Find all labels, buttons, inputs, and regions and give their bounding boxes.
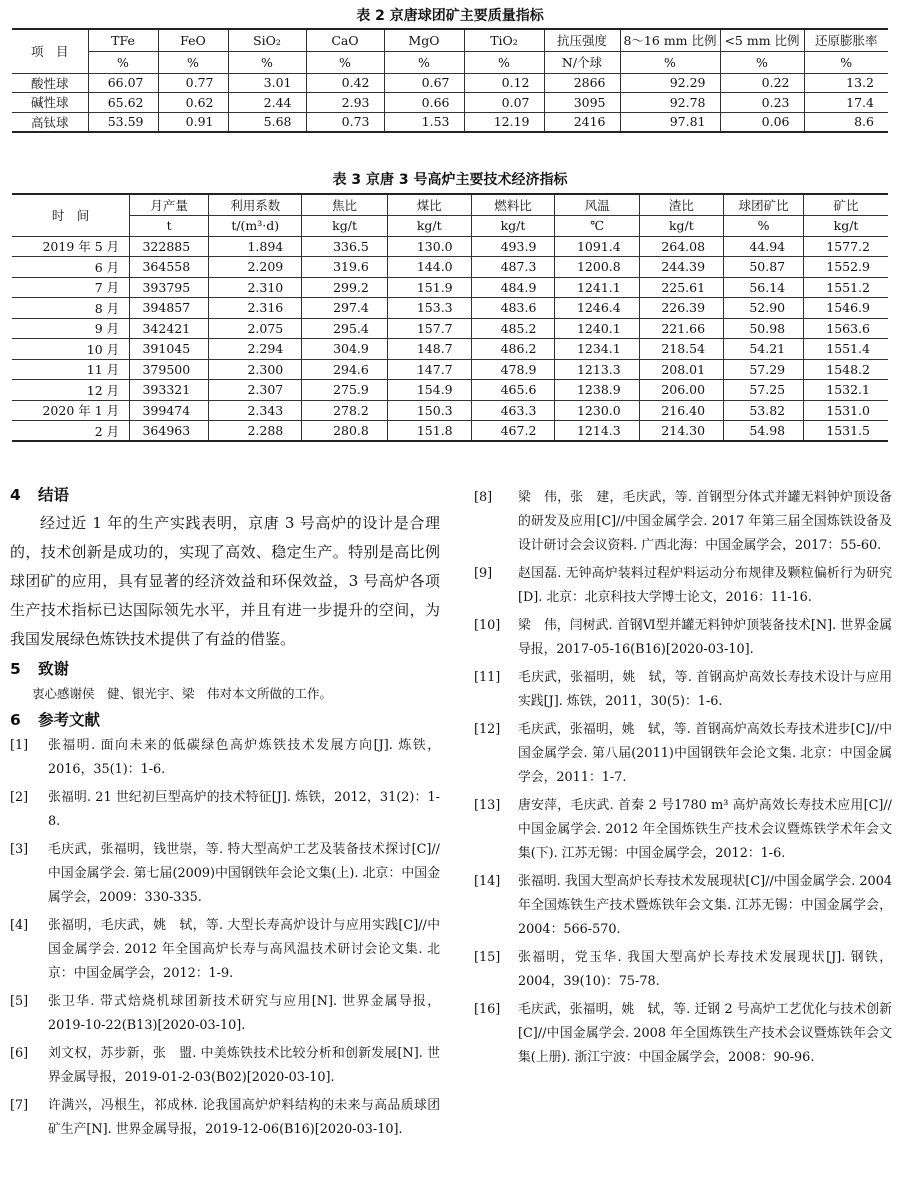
reference-text: 毛庆武，张福明，姚 轼，等. 首钢高炉高效长寿技术进步[C]//中国金属学会. 第八届(2011)中国钢铁年会论文集. 北京：中国金属学会，2011：1-7. [518,722,892,785]
table3-row [12,298,888,319]
table2-row-cell: 66.07 [88,73,158,93]
table3-header-cell: 渣比 [639,194,723,215]
reference-text: 张福明，毛庆武，姚 轼，等. 大型长寿高炉设计与应用实践[C]//中国金属学会. 2012 年全国高炉长寿与高风温技术研讨会论文集. 北京：中国金属学会，2012：1-9. [48,918,440,981]
table3-row-cell: 2.294 [209,339,302,360]
table2-header-row [12,29,888,51]
table3-row-cell: 485.2 [471,318,555,339]
reference-item [10,838,440,910]
table3-unit-cell: ℃ [555,215,639,236]
table3-row-cell: 1563.6 [804,318,888,339]
table2-header-cell: 还原膨胀率 [804,29,888,51]
table3-header-cell: 利用系数 [209,194,302,215]
table2-header-cell: 抗压强度 [544,29,620,51]
table3-row-cell: 53.82 [724,400,804,421]
reference-number: [11] [474,670,501,685]
table2-row-cell: 0.06 [720,112,804,132]
table2-row-cell: 5.68 [228,112,306,132]
table3-row-cell: 1214.3 [555,421,639,442]
table2-row-cell: 0.73 [306,112,384,132]
table3-unit-cell: kg/t [804,215,888,236]
reference-item [10,786,440,834]
reference-list-right [474,486,892,1070]
reference-item [10,734,440,782]
table3-row-cell: 1551.2 [804,277,888,298]
table3-row [12,257,888,278]
table2-row-cell: 13.2 [804,73,888,93]
table2-row-cell: 2.93 [306,93,384,113]
section-4-number: 4 [10,486,21,504]
reference-item [10,1094,440,1142]
reference-item [10,990,440,1038]
reference-text: 张卫华. 带式焙烧机球团新技术研究与应用[N]. 世界金属导报，2019-10-22(B13)[2020-03-10]. [48,994,440,1033]
table2-unit-cell: % [158,51,228,73]
table2-header-cell: SiO₂ [228,29,306,51]
reference-number: [14] [474,874,501,889]
table3-header-cell: 风温 [555,194,639,215]
table3-row-cell: 50.87 [724,257,804,278]
table3-row-cell: 56.14 [724,277,804,298]
table2-row-cell: 1.53 [384,112,464,132]
reference-text: 许满兴，冯根生，祁成林. 论我国高炉炉料结构的未来与高品质球团矿生产[N]. 世界金属导报，2019-12-06(B16)[2020-03-10]. [48,1098,440,1137]
reference-item [474,614,892,662]
table3-row-cell: 394857 [130,298,209,319]
table2-row [12,112,888,132]
table3-row-cell: 57.25 [724,380,804,401]
table2-row-cell: 17.4 [804,93,888,113]
table3-row-cell: 493.9 [471,236,555,257]
table3-row-cell: 2.316 [209,298,302,319]
table3-row-cell: 1531.0 [804,400,888,421]
table2-unit-row [12,51,888,73]
reference-text: 赵国磊. 无钟高炉装料过程炉料运动分布规律及颗粒偏析行为研究[D]. 北京：北京科技大学博士论文，2016：11-16. [518,566,892,605]
table2-row-cell: 3.01 [228,73,306,93]
table3-row-cell: 294.6 [302,359,388,380]
table3-row-cell: 1246.4 [555,298,639,319]
table3-row-cell: 1091.4 [555,236,639,257]
table3-row-cell: 486.2 [471,339,555,360]
table2-row-cell: 0.66 [384,93,464,113]
table3-row-cell: 154.9 [387,380,471,401]
table3-row-cell: 393795 [130,277,209,298]
table3-row-cell: 1551.4 [804,339,888,360]
table3-row [12,318,888,339]
table2-header-cell: 项 目 [12,29,88,73]
table2-row-cell: 0.12 [464,73,544,93]
table3-row-cell: 216.40 [639,400,723,421]
reference-text: 毛庆武，张福明，钱世崇，等. 特大型高炉工艺及装备技术探讨[C]//中国金属学会. 第七届(2009)中国钢铁年会论文集(上). 北京：中国金属学会，2009：330-335. [48,842,440,905]
table3-row-cell: 1546.9 [804,298,888,319]
reference-number: [10] [474,618,501,633]
table3-row-label: 7 月 [12,277,130,298]
table3 [12,193,888,442]
table3-row-cell: 1532.1 [804,380,888,401]
table3-row-cell: 2.310 [209,277,302,298]
table3-row-label: 2 月 [12,421,130,442]
table3-row-cell: 151.9 [387,277,471,298]
table3-header-cell: 燃料比 [471,194,555,215]
table3-row-cell: 50.98 [724,318,804,339]
table3-row [12,400,888,421]
table3-row-cell: 1552.9 [804,257,888,278]
table3-unit-cell: kg/t [302,215,388,236]
table2-caption: 表 2 京唐球团矿主要质量指标 [356,8,544,24]
table2-row-cell: 0.42 [306,73,384,93]
table3-row-cell: 1.894 [209,236,302,257]
table2-row-cell: 2.44 [228,93,306,113]
table3-row-cell: 244.39 [639,257,723,278]
table2-row-cell: 0.23 [720,93,804,113]
reference-number: [7] [10,1098,29,1113]
table2-header-cell: CaO [306,29,384,51]
table3-row-cell: 319.6 [302,257,388,278]
table3-row-cell: 214.30 [639,421,723,442]
section-4-title: 结语 [38,486,70,504]
table3-row-cell: 208.01 [639,359,723,380]
table3-row-label: 9 月 [12,318,130,339]
reference-number: [1] [10,738,29,753]
table3-header-row [12,194,888,215]
table3-row-cell: 44.94 [724,236,804,257]
table3-unit-cell: kg/t [639,215,723,236]
table3-header-cell: 月产量 [130,194,209,215]
table3-row-cell: 484.9 [471,277,555,298]
table2-header-cell: 8～16 mm 比例 [620,29,720,51]
table3-row-cell: 487.3 [471,257,555,278]
table2-row-cell: 0.91 [158,112,228,132]
table2-unit-cell: % [720,51,804,73]
table3-row-cell: 2.300 [209,359,302,380]
table2-unit-cell: % [464,51,544,73]
reference-text: 张福明. 21 世纪初巨型高炉的技术特征[J]. 炼铁，2012，31(2)：1-8. [48,790,440,829]
table3-row-cell: 467.2 [471,421,555,442]
table2-row-label: 高钛球 [12,112,88,132]
table2-unit-cell: % [306,51,384,73]
table3-row-cell: 57.29 [724,359,804,380]
left-column [10,482,440,1146]
table3-row-cell: 2.307 [209,380,302,401]
table2-row-cell: 0.67 [384,73,464,93]
table3-row-cell: 379500 [130,359,209,380]
table3-row-cell: 295.4 [302,318,388,339]
table3-row-cell: 130.0 [387,236,471,257]
table3-row-cell: 299.2 [302,277,388,298]
table3-row-label: 12 月 [12,380,130,401]
table3-row-cell: 54.21 [724,339,804,360]
table2-row-cell: 65.62 [88,93,158,113]
table3-header-cell: 焦比 [302,194,388,215]
table3-row-label: 6 月 [12,257,130,278]
reference-item [474,794,892,866]
table3-header-cell: 时 间 [12,194,130,236]
table3-row-cell: 151.8 [387,421,471,442]
reference-item [474,998,892,1070]
table2-row-label: 酸性球 [12,73,88,93]
reference-text: 梁 伟，闫树武. 首钢Ⅵ型并罐无料钟炉顶装备技术[N]. 世界金属导报，2017-05-16(B16)[2020-03-10]. [518,618,892,657]
table3-row [12,421,888,442]
table2-row-cell: 92.29 [620,73,720,93]
table2-row-cell: 3095 [544,93,620,113]
table3-row-cell: 52.90 [724,298,804,319]
reference-number: [9] [474,566,493,581]
reference-number: [16] [474,1002,501,1017]
reference-text: 毛庆武，张福明，姚 轼，等. 首钢高炉高效长寿技术设计与应用实践[J]. 炼铁，2011，30(5)：1-6. [518,670,892,709]
table3-row-cell: 391045 [130,339,209,360]
table3-row [12,339,888,360]
table3-row [12,236,888,257]
table2-unit-cell: % [384,51,464,73]
table2-unit-cell: N/个球 [544,51,620,73]
table2-unit-cell: % [228,51,306,73]
reference-number: [5] [10,994,29,1009]
table3-row-cell: 221.66 [639,318,723,339]
reference-item [10,1042,440,1090]
table3-row-label: 10 月 [12,339,130,360]
table2-row-cell: 92.78 [620,93,720,113]
table2-header-cell: MgO [384,29,464,51]
reference-number: [13] [474,798,501,813]
table3-row-cell: 483.6 [471,298,555,319]
reference-text: 毛庆武，张福明，姚 轼，等. 迁钢 2 号高炉工艺优化与技术创新[C]//中国金属学会. 2008 年全国炼铁生产技术会议暨炼铁年会文集(上册). 浙江宁波：中国金属学会，2008：90-96. [518,1002,892,1065]
table3-row-cell: 2.075 [209,318,302,339]
table3-row-cell: 54.98 [724,421,804,442]
conclusion-paragraph: 经过近 1 年的生产实践表明，京唐 3 号高炉的设计是合理的，技术创新是成功的，实现了高效、稳定生产。特别是高比例球团矿的应用，具有显著的经济效益和环保效益，3 号高炉各项生产技术指标已达国际领先水平，并且有进一步提升的空间，为我国发展绿色炼铁技术提供了有益的借鉴。 [10,514,440,648]
reference-list-left [10,734,440,1142]
table3-row-cell: 393321 [130,380,209,401]
table3-row-cell: 336.5 [302,236,388,257]
table3-row-cell: 1548.2 [804,359,888,380]
table3-row-cell: 322885 [130,236,209,257]
reference-number: [6] [10,1046,29,1061]
section-6-heading [10,707,440,734]
table2-row [12,93,888,113]
table3-row-cell: 297.4 [302,298,388,319]
table3-unit-cell: t [130,215,209,236]
table3-row-cell: 364558 [130,257,209,278]
table3-row-cell: 2.209 [209,257,302,278]
section-4-heading [10,482,440,509]
table3-row-label: 11 月 [12,359,130,380]
table3-row-cell: 148.7 [387,339,471,360]
table3-row-cell: 1531.5 [804,421,888,442]
table2-unit-cell: % [804,51,888,73]
section-6-title: 参考文献 [38,711,101,729]
table3-unit-cell: kg/t [471,215,555,236]
table3-row-cell: 1234.1 [555,339,639,360]
reference-text: 张福明. 我国大型高炉长寿技术发展现状[C]//中国金属学会. 2004 年全国炼铁生产技术暨炼铁年会文集. 江苏无锡：中国金属学会，2004：566-570. [518,874,892,937]
table2-header-cell: TiO₂ [464,29,544,51]
table3-row-cell: 1577.2 [804,236,888,257]
table2-row [12,73,888,93]
table3-row-label: 2020 年 1 月 [12,400,130,421]
table3-unit-cell: kg/t [387,215,471,236]
table3-row-cell: 1230.0 [555,400,639,421]
reference-text: 唐安萍，毛庆武. 首秦 2 号1780 m³ 高炉高效长寿技术应用[C]//中国金属学会. 2012 年全国炼铁生产技术会议暨炼铁学术年会文集(下). 江苏无锡：中国金属学会，2012：1-6. [518,798,892,861]
table3-row-cell: 264.08 [639,236,723,257]
table3-row-cell: 1240.1 [555,318,639,339]
table3-row-cell: 150.3 [387,400,471,421]
reference-item [474,666,892,714]
table3-row-cell: 144.0 [387,257,471,278]
table3-row-cell: 2.343 [209,400,302,421]
section-5-title: 致谢 [38,660,70,678]
table3-row-cell: 465.6 [471,380,555,401]
table3-row-cell: 226.39 [639,298,723,319]
table3-row-cell: 275.9 [302,380,388,401]
table3-caption: 表 3 京唐 3 号高炉主要技术经济指标 [332,172,568,188]
table3-unit-cell: % [724,215,804,236]
reference-item [474,718,892,790]
table3-row-cell: 463.3 [471,400,555,421]
table3-row-cell: 304.9 [302,339,388,360]
reference-text: 张福明，党玉华. 我国大型高炉长寿技术发展现状[J]. 钢铁，2004，39(10)：75-78. [518,950,892,989]
table2-row-cell: 2416 [544,112,620,132]
table2 [12,28,888,133]
table3-row-cell: 478.9 [471,359,555,380]
table3-row-label: 8 月 [12,298,130,319]
reference-number: [2] [10,790,29,805]
table3-header-cell: 煤比 [387,194,471,215]
reference-text: 刘文权，苏步新，张 盟. 中美炼铁技术比较分析和创新发展[N]. 世界金属导报，2019-01-2-03(B02)[2020-03-10]. [48,1046,440,1085]
table3-row-cell: 206.00 [639,380,723,401]
table2-row-cell: 0.07 [464,93,544,113]
acknowledgement-text: 衷心感谢侯 健、银光宇、梁 伟对本文所做的工作。 [32,686,333,701]
reference-number: [15] [474,950,501,965]
reference-text: 张福明. 面向未来的低碳绿色高炉炼铁技术发展方向[J]. 炼铁，2016，35(1)：1-6. [48,738,440,777]
table3-unit-cell: t/(m³·d) [209,215,302,236]
right-column [474,486,892,1074]
reference-number: [8] [474,490,493,505]
reference-number: [4] [10,918,29,933]
table3-header-cell: 矿比 [804,194,888,215]
reference-number: [12] [474,722,501,737]
table2-row-cell: 0.62 [158,93,228,113]
table3-row-cell: 218.54 [639,339,723,360]
reference-item [474,486,892,558]
section-5-number: 5 [10,660,21,678]
section-6-number: 6 [10,711,21,729]
table3-row-cell: 1213.3 [555,359,639,380]
table3-row-cell: 157.7 [387,318,471,339]
table3-row-cell: 1241.1 [555,277,639,298]
table3-row-cell: 399474 [130,400,209,421]
table2-header-cell: <5 mm 比例 [720,29,804,51]
table2-row-label: 碱性球 [12,93,88,113]
table2-row-cell: 12.19 [464,112,544,132]
table2-row-cell: 8.6 [804,112,888,132]
reference-text: 梁 伟，张 建，毛庆武，等. 首钢型分体式并罐无料钟炉顶设备的研发及应用[C]//中国金属学会. 2017 年第三届全国炼铁设备及设计研讨会会议资料. 广西北海：中国金属学会，2017：55-60. [518,490,892,553]
reference-item [474,870,892,942]
table3-row-cell: 2.288 [209,421,302,442]
table3-row-cell: 225.61 [639,277,723,298]
table2-row-cell: 2866 [544,73,620,93]
table3-row [12,359,888,380]
table3-row-cell: 342421 [130,318,209,339]
table2-row-cell: 97.81 [620,112,720,132]
table2-row-cell: 0.77 [158,73,228,93]
reference-item [474,562,892,610]
table3-row-cell: 1238.9 [555,380,639,401]
table3-row-cell: 364963 [130,421,209,442]
table3-row [12,277,888,298]
table3-row-cell: 147.7 [387,359,471,380]
table3-row-cell: 280.8 [302,421,388,442]
table3-row [12,380,888,401]
reference-item [474,946,892,994]
table2-header-cell: FeO [158,29,228,51]
reference-item [10,914,440,986]
table3-unit-row [12,215,888,236]
section-5-heading [10,656,440,683]
table3-header-cell: 球团矿比 [724,194,804,215]
table2-header-cell: TFe [88,29,158,51]
table2-unit-cell: % [620,51,720,73]
reference-number: [3] [10,842,29,857]
table3-row-cell: 278.2 [302,400,388,421]
table2-unit-cell: % [88,51,158,73]
table3-row-cell: 1200.8 [555,257,639,278]
table3-row-label: 2019 年 5 月 [12,236,130,257]
table2-row-cell: 53.59 [88,112,158,132]
table2-row-cell: 0.22 [720,73,804,93]
table3-row-cell: 153.3 [387,298,471,319]
